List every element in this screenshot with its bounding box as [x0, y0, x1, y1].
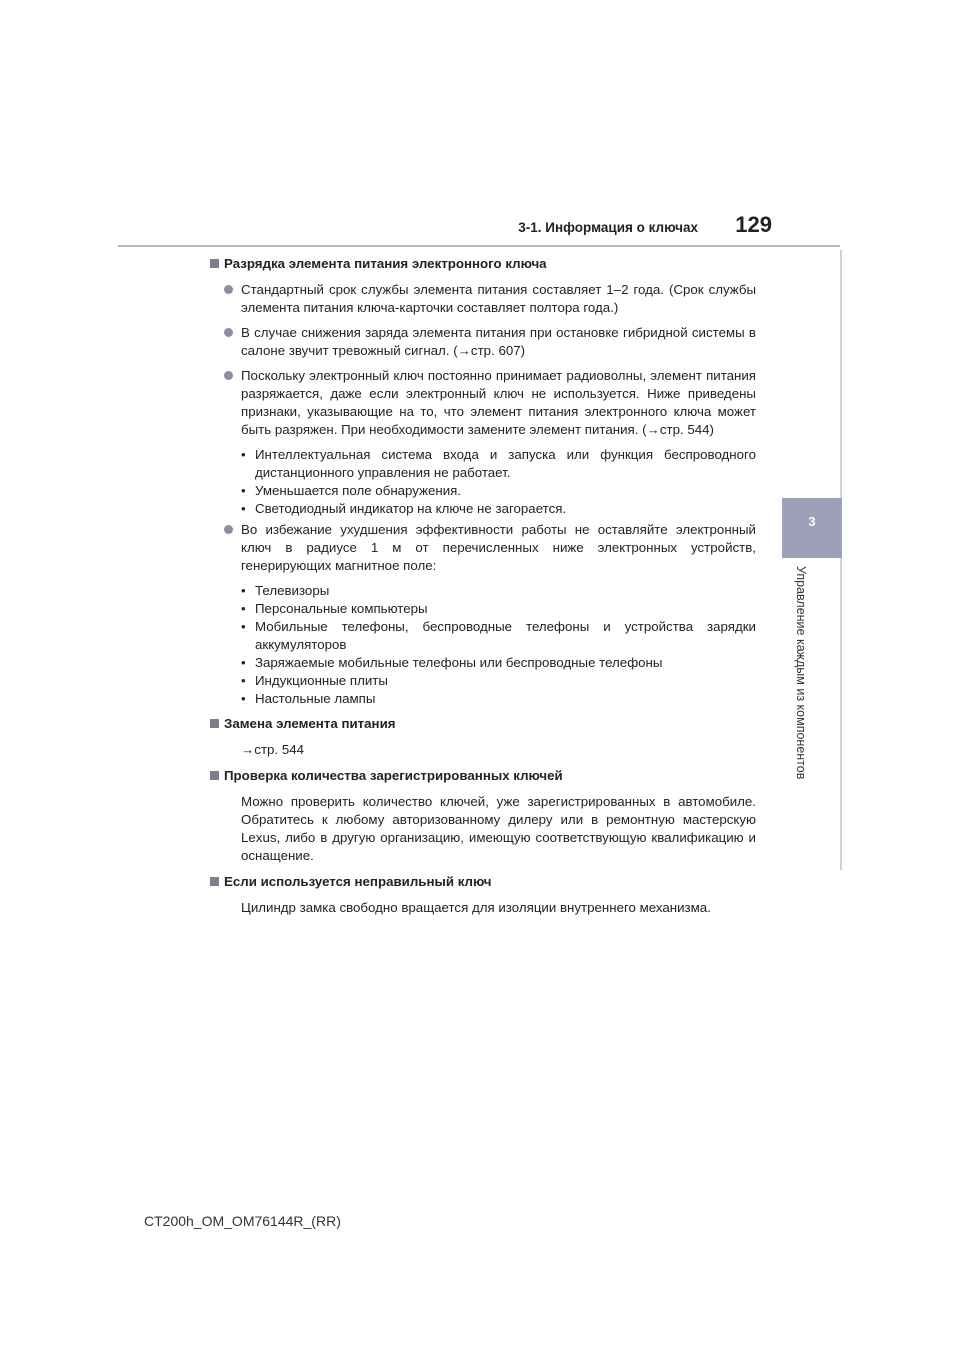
chapter-tab — [782, 498, 842, 558]
list-item: В случае снижения заряда элемента питания при остановке гибридной системы в салоне звучит тревожный сигнал. (→стр. 607) — [210, 324, 756, 360]
section-heading: Проверка количества зарегистрированных ключей — [210, 767, 756, 785]
page-content — [210, 255, 756, 925]
section-heading: Замена элемента питания — [210, 715, 756, 733]
side-divider — [840, 250, 842, 870]
square-bullet-icon — [210, 877, 219, 886]
list-item: Стандартный срок службы элемента питания составляет 1–2 года. (Срок службы элемента питания ключа-карточки составляет полтора года.) — [210, 281, 756, 317]
document-code: CT200h_OM_OM76144R_(RR) — [144, 1213, 341, 1229]
square-bullet-icon — [210, 259, 219, 268]
sub-list-item: • Настольные лампы — [241, 691, 376, 706]
sub-list — [210, 582, 756, 708]
sub-list-item: • Заряжаемые мобильные телефоны или беспроводные телефоны — [241, 655, 663, 670]
list-item: Во избежание ухудшения эффективности работы не оставляйте электронный ключ в радиусе 1 м от перечисленных ниже электронных устройств, генерирующих магнитное поле: — [210, 521, 756, 575]
sub-list-item: • Телевизоры — [241, 583, 330, 598]
section-heading: Разрядка элемента питания электронного ключа — [210, 255, 756, 273]
paragraph: Цилиндр замка свободно вращается для изоляции внутреннего механизма. — [241, 900, 711, 915]
sub-list-item: • Интеллектуальная система входа и запуска или функция беспроводного дистанционного управления не работает. — [241, 447, 756, 480]
sub-list-item: • Светодиодный индикатор на ключе не загорается. — [241, 501, 567, 516]
sub-list-item: • Персональные компьютеры — [241, 601, 428, 616]
square-bullet-icon — [210, 771, 219, 780]
sub-list — [210, 446, 756, 518]
circle-bullet-icon — [224, 371, 233, 380]
sub-list-item: • Мобильные телефоны, беспроводные телефоны и устройства зарядки аккумуляторов — [241, 619, 756, 652]
circle-bullet-icon — [224, 328, 233, 337]
sub-list-item: • Уменьшается поле обнаружения. — [241, 483, 462, 498]
list-item: Поскольку электронный ключ постоянно принимает радиоволны, элемент питания разряжается, даже если электронный ключ не используется. Ниже приведены признаки, указывающие на то, что элемент питания электронного ключа может быть разряжен. При необходимости замените элемент питания. (→стр. 544) — [210, 367, 756, 439]
page-header — [118, 210, 840, 246]
page-reference: →стр. 544 — [241, 742, 305, 757]
section-title-header: 3-1. Информация о ключах — [518, 220, 698, 235]
paragraph: Можно проверить количество ключей, уже зарегистрированных в автомобиле. Обратитесь к любому авторизованному дилеру или в ремонтную мастерскую Lexus, либо в другую организацию, имеющую соответствующую квалификацию и оснащение. — [241, 794, 756, 863]
chapter-number: 3 — [808, 514, 816, 529]
page-number: 129 — [735, 212, 772, 237]
circle-bullet-icon — [224, 285, 233, 294]
header-divider — [118, 245, 840, 247]
section-heading: Если используется неправильный ключ — [210, 873, 756, 891]
sub-list-item: • Индукционные плиты — [241, 673, 388, 688]
square-bullet-icon — [210, 719, 219, 728]
circle-bullet-icon — [224, 525, 233, 534]
chapter-caption: Управление каждым из компонентов — [794, 566, 808, 780]
